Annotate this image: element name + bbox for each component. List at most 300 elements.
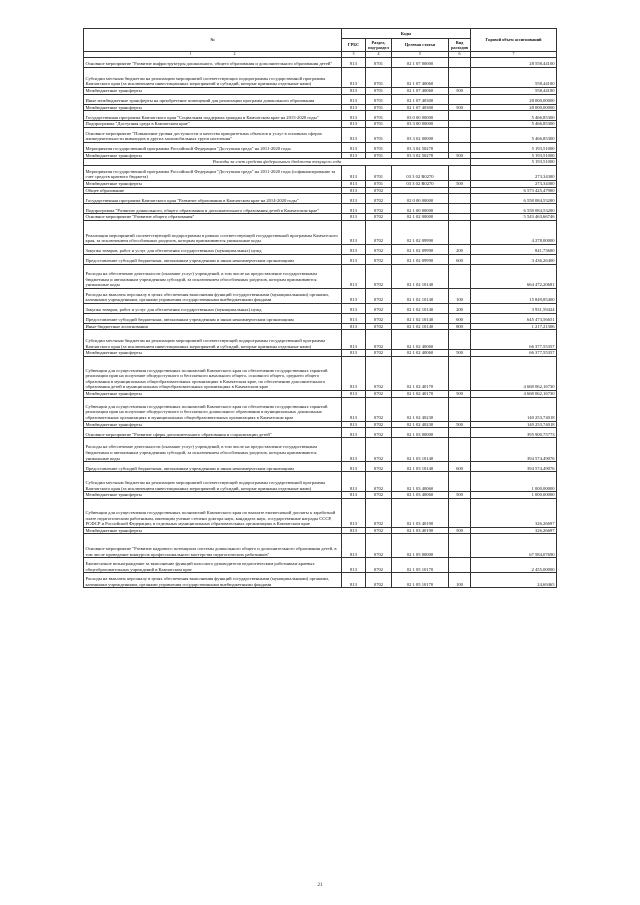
grbs-cell: 813 xyxy=(342,397,366,421)
table-row xyxy=(84,472,557,492)
section-cell: 0702 xyxy=(366,303,392,313)
numbering-cell: 5 xyxy=(392,52,449,58)
section-cell: 0702 xyxy=(366,498,392,527)
grbs-cell: 813 xyxy=(342,264,366,288)
section-cell: 0701 xyxy=(366,104,392,111)
table-row xyxy=(84,142,557,152)
expense-type-cell: 200 xyxy=(449,244,471,254)
target-code-cell: 02 1 02 00000 xyxy=(392,214,449,221)
description-cell: Основное мероприятие "Развитие инфраструктуры дошкольного, общего образования и дополнительного образования детей" xyxy=(84,58,342,68)
section-cell: 0702 xyxy=(366,421,392,428)
sum-cell: 6 558 084,53200 xyxy=(471,194,557,204)
grbs-cell: 813 xyxy=(342,356,366,390)
section-cell: 0702 xyxy=(366,534,392,558)
table-row xyxy=(84,88,557,95)
section-cell: 0701 xyxy=(366,121,392,128)
expense-type-cell: 100 xyxy=(449,573,471,588)
sum-cell: 326,26697 xyxy=(471,498,557,527)
description-cell: Субвенции для осуществления государственных полномочий Камчатского края по обеспечению государственных гарантий реализации прав на получение общедоступного и бесплатного дошкольного образования в муниципальных дошкольных образовательных организациях и муниципальных общеобразовательных организациях в Камчатском крае xyxy=(84,397,342,421)
grbs-cell: 813 xyxy=(342,534,366,558)
grbs-cell: 813 xyxy=(342,68,366,88)
expense-type-cell: 800 xyxy=(449,323,471,330)
description-cell: Государственная программа Камчатского края "Социальная поддержка граждан в Камчатском крае на 2015-2020 годы" xyxy=(84,111,342,121)
grbs-cell: 813 xyxy=(342,330,366,350)
sum-cell: 645 473,56651 xyxy=(471,313,557,323)
expense-type-cell: 500 xyxy=(449,421,471,428)
sum-cell: 5 543 463,66746 xyxy=(471,214,557,221)
expense-type-cell xyxy=(449,438,471,462)
sum-cell: 5 466,85300 xyxy=(471,127,557,142)
expense-type-cell xyxy=(449,204,471,214)
sum-cell: 273,34300 xyxy=(471,165,557,180)
grbs-cell: 813 xyxy=(342,573,366,588)
sum-cell: 28 558,44100 xyxy=(471,58,557,68)
target-code-cell: 02 1 03 40060 xyxy=(392,472,449,492)
target-code-cell: 02 1 07 40060 xyxy=(392,88,449,95)
expense-type-cell xyxy=(449,142,471,152)
section-cell: 0702 xyxy=(366,323,392,330)
numbering-label: 2 xyxy=(233,51,236,57)
budget-document xyxy=(83,28,556,588)
table-row xyxy=(84,558,557,573)
grbs-cell: 813 xyxy=(342,204,366,214)
sum-cell: 24,69465 xyxy=(471,573,557,588)
numbering-label: 1 xyxy=(189,51,192,57)
numbering-cell: 3 xyxy=(342,52,366,58)
expense-type-cell: 500 xyxy=(449,88,471,95)
table-row xyxy=(84,121,557,128)
sum-cell: 67 584,07690 xyxy=(471,534,557,558)
sum-cell: 140 253,74018 xyxy=(471,397,557,421)
target-code-cell: 02 1 02 09990 xyxy=(392,220,449,244)
grbs-cell: 813 xyxy=(342,462,366,472)
section-cell: 0702 xyxy=(366,313,392,323)
note-cell: Расходы за счет средств федерального бюджета текущего года xyxy=(84,159,471,166)
description-cell: Межбюджетные трансферты xyxy=(84,390,342,397)
grbs-cell: 813 xyxy=(342,498,366,527)
grbs-cell: 813 xyxy=(342,288,366,303)
section-cell: 0701 xyxy=(366,152,392,159)
target-code-cell: 02 1 00 00000 xyxy=(392,204,449,214)
grbs-cell: 813 xyxy=(342,527,366,534)
target-code-cell: 03 3 02 R0270 xyxy=(392,165,449,180)
description-cell: Межбюджетные трансферты xyxy=(84,180,342,187)
table-row xyxy=(84,180,557,187)
table-row xyxy=(84,303,557,313)
table-row xyxy=(84,254,557,264)
target-code-cell: 02 1 02 40060 xyxy=(392,350,449,357)
description-cell: Расходы на выплаты персоналу в целях обеспечения выполнения функций государственными (муниципальными) органами, казенными учреждениями, органами управления государственными внебюджетными фондами xyxy=(84,573,342,588)
description-cell: Государственная программа Камчатского края "Развитие образования в Камчатском крае на 2014-2020 годы" xyxy=(84,194,342,204)
target-code-cell: 02 1 02 40170 xyxy=(392,356,449,390)
header-num: № xyxy=(84,29,342,52)
target-code-cell: 02 1 05 10170 xyxy=(392,558,449,573)
expense-type-cell xyxy=(449,264,471,288)
sum-cell: 5 193,51000 xyxy=(471,142,557,152)
target-code-cell: 02 1 05 10170 xyxy=(392,573,449,588)
grbs-cell: 813 xyxy=(342,350,366,357)
description-cell: Ежемесячное вознаграждение за выполнение функций классного руководителя педагогическим работникам краевых общеобразовательных учреждений в Камчатском крае xyxy=(84,558,342,573)
section-cell: 0701 xyxy=(366,127,392,142)
sum-cell: 1 000,00000 xyxy=(471,472,557,492)
table-row xyxy=(84,264,557,288)
description-cell: Мероприятия государственной программы Российской Федерации "Доступная среда" на 2011-2020 годы (софинансирование за счет средств краевого бюджета) xyxy=(84,165,342,180)
description-cell: Субвенции для осуществления государственных полномочий Камчатского края по обеспечению государственных гарантий реализации прав на получение общедоступного и бесплатного начального общего, основного общего, среднего общего образования в муниципальных общеобразовательных организациях в Камчатском крае, по обеспечению дополнительного образования детей в муниципальных общеобразовательных организациях в Камчатском крае xyxy=(84,356,342,390)
description-cell: Субсидии местным бюджетам на реализацию мероприятий соответствующей подпрограммы государственной программы Камчатского края (за исключением инвестиционных мероприятий и субсидий, которые признаны отдельные нами) xyxy=(84,472,342,492)
target-code-cell: 03 3 02 00000 xyxy=(392,127,449,142)
expense-type-cell: 500 xyxy=(449,527,471,534)
description-cell: Иные межбюджетные трансферты на приобретение помещений для реализации программ дошкольного образования xyxy=(84,94,342,104)
section-cell: 0702 xyxy=(366,350,392,357)
target-code-cell: 02 1 07 40300 xyxy=(392,94,449,104)
section-cell: 0702 xyxy=(366,187,392,194)
description-cell: Межбюджетные трансферты xyxy=(84,421,342,428)
section-cell: 0702 xyxy=(366,527,392,534)
table-row xyxy=(84,104,557,111)
table-row xyxy=(84,68,557,88)
sum-cell: 140 253,74018 xyxy=(471,421,557,428)
page-number: 21 xyxy=(317,883,323,888)
expense-type-cell: 600 xyxy=(449,313,471,323)
target-code-cell: 03 3 02 50270 xyxy=(392,142,449,152)
description-cell: Межбюджетные трансферты xyxy=(84,88,342,95)
description-cell: Расходы на выплаты персоналу в целях обеспечения выполнения функций государственными (муниципальными) органами, казенными учреждениями, органами управления государственными внебюджетными фондами xyxy=(84,288,342,303)
section-cell: 0702 xyxy=(366,254,392,264)
section-cell: 0702 xyxy=(366,194,392,204)
target-code-cell: 02 1 03 40060 xyxy=(392,492,449,499)
target-code-cell: 02 1 02 09990 xyxy=(392,244,449,254)
expense-type-cell xyxy=(449,165,471,180)
target-code-cell: 03 3 00 00000 xyxy=(392,121,449,128)
grbs-cell: 813 xyxy=(342,438,366,462)
expense-type-cell xyxy=(449,127,471,142)
section-cell: 0702 xyxy=(366,204,392,214)
target-code-cell xyxy=(392,187,449,194)
table-row xyxy=(84,127,557,142)
grbs-cell: 813 xyxy=(342,428,366,438)
target-code-cell: 02 1 03 40190 xyxy=(392,527,449,534)
grbs-cell: 813 xyxy=(342,121,366,128)
description-cell: Субвенции для осуществления государственных полномочий Камчатского края по выплате ежемесячной доплаты к заработной плате педагогическим работникам, имеющим ученые степени доктора наук, кандидата наук, государственные награды СССР, РСФСР и Российской Федерации, в отдельных муниципальных образовательных организациях в Камчатском крае xyxy=(84,498,342,527)
description-cell: Предоставление субсидий бюджетным, автономным учреждениям и иным некоммерческим организациям xyxy=(84,462,342,472)
table-row xyxy=(84,356,557,390)
grbs-cell: 813 xyxy=(342,390,366,397)
section-cell: 0702 xyxy=(366,214,392,221)
description-cell: Реализация мероприятий соответствующей подпрограммы в рамках соответствующей государственной программы Камчатского края, за исключением обособленных разделов, которым присваиваются уникальные коды xyxy=(84,220,342,244)
table-row xyxy=(84,288,557,303)
grbs-cell: 813 xyxy=(342,58,366,68)
table-row xyxy=(84,462,557,472)
expense-type-cell: 200 xyxy=(449,303,471,313)
description-cell: Подпрограмма "Развитие дошкольного, общего образования и дополнительного образования детей в Камчатском крае" xyxy=(84,204,342,214)
grbs-cell: 813 xyxy=(342,180,366,187)
target-code-cell: 02 1 07 40060 xyxy=(392,68,449,88)
grbs-cell: 813 xyxy=(342,472,366,492)
sum-cell: 4 668 062,16730 xyxy=(471,390,557,397)
description-cell: Межбюджетные трансферты xyxy=(84,104,342,111)
target-code-cell: 02 1 07 00000 xyxy=(392,58,449,68)
sum-cell: 4 278,00000 xyxy=(471,220,557,244)
sum-cell: 4 668 062,16730 xyxy=(471,356,557,390)
table-row xyxy=(84,421,557,428)
grbs-cell: 813 xyxy=(342,558,366,573)
expense-type-cell xyxy=(449,356,471,390)
table-row xyxy=(84,204,557,214)
expense-type-cell xyxy=(449,472,471,492)
expense-type-cell xyxy=(449,397,471,421)
target-code-cell: 02 1 02 40230 xyxy=(392,397,449,421)
section-cell: 0702 xyxy=(366,492,392,499)
section-cell: 0702 xyxy=(366,558,392,573)
grbs-cell: 813 xyxy=(342,303,366,313)
description-cell: Межбюджетные трансферты xyxy=(84,152,342,159)
description-cell: Мероприятия государственной программы Российской Федерации "Доступная среда" на 2011-2020 годы xyxy=(84,142,342,152)
table-row xyxy=(84,152,557,159)
table-row xyxy=(84,390,557,397)
table-note-row xyxy=(84,159,557,166)
sum-cell: 28 000,00000 xyxy=(471,104,557,111)
expense-type-cell: 500 xyxy=(449,152,471,159)
table-row xyxy=(84,94,557,104)
section-cell: 0702 xyxy=(366,428,392,438)
description-cell: Межбюджетные трансферты xyxy=(84,527,342,534)
header-grbs: ГРБС xyxy=(342,39,366,52)
target-code-cell: 02 1 02 40170 xyxy=(392,390,449,397)
description-cell: Основное мероприятие "Развитие сферы дополнительного образования и социализации детей" xyxy=(84,428,342,438)
sum-cell: 66 377,55357 xyxy=(471,330,557,350)
grbs-cell: 813 xyxy=(342,220,366,244)
sum-cell: 28 000,00000 xyxy=(471,94,557,104)
sum-cell: 5 193,51000 xyxy=(471,152,557,159)
table-body xyxy=(84,52,557,588)
table-row xyxy=(84,58,557,68)
sum-cell: 558,44100 xyxy=(471,68,557,88)
target-code-cell: 02 1 02 10140 xyxy=(392,288,449,303)
table-row xyxy=(84,573,557,588)
description-cell: Подпрограмма "Доступная среда в Камчатском крае" xyxy=(84,121,342,128)
grbs-cell: 813 xyxy=(342,244,366,254)
section-cell: 0701 xyxy=(366,58,392,68)
target-code-cell: 02 1 03 10140 xyxy=(392,438,449,462)
expense-type-cell: 500 xyxy=(449,180,471,187)
budget-table xyxy=(83,28,557,588)
header-section: Раздел, под-раздел xyxy=(366,39,392,52)
expense-type-cell: 600 xyxy=(449,462,471,472)
section-cell: 0702 xyxy=(366,244,392,254)
target-code-cell: 03 0 00 00000 xyxy=(392,111,449,121)
grbs-cell: 813 xyxy=(342,165,366,180)
table-row xyxy=(84,397,557,421)
grbs-cell: 813 xyxy=(342,421,366,428)
description-cell: Основное мероприятие "Повышение уровня доступности и качества приоритетных объектов и услуг в основных сферах жизнедеятельности инвалидов и других маломобильных групп населения" xyxy=(84,127,342,142)
expense-type-cell xyxy=(449,558,471,573)
expense-type-cell: 500 xyxy=(449,390,471,397)
target-code-cell: 02 1 03 10140 xyxy=(392,462,449,472)
grbs-cell: 813 xyxy=(342,492,366,499)
description-cell: Субсидии местным бюджетам на реализацию мероприятий соответствующей подпрограммы государственной программы Камчатского края (за исключением инвестиционных мероприятий и субсидий, которые признаны отдельные нами) xyxy=(84,330,342,350)
section-cell: 0701 xyxy=(366,142,392,152)
sum-cell: 2 455,00000 xyxy=(471,558,557,573)
table-row xyxy=(84,350,557,357)
target-code-cell: 03 3 02 50270 xyxy=(392,152,449,159)
sum-cell: 3 436,26400 xyxy=(471,254,557,264)
sum-cell: 664 472,20681 xyxy=(471,264,557,288)
target-code-cell: 02 1 02 10140 xyxy=(392,323,449,330)
table-row xyxy=(84,492,557,499)
sum-cell: 1 217,21306 xyxy=(471,323,557,330)
expense-type-cell: 500 xyxy=(449,492,471,499)
section-cell: 0701 xyxy=(366,165,392,180)
sum-cell: 5 193,51000 xyxy=(471,159,557,166)
target-code-cell: 02 1 07 40300 xyxy=(392,104,449,111)
section-cell: 0702 xyxy=(366,330,392,350)
description-cell: Иные бюджетные ассигнования xyxy=(84,323,342,330)
description-cell: Основное мероприятие "Развитие кадрового потенциала системы дошкольного общего и дополнительного образования детей, в том числе проведение конкурсов профессионального мастерства педагогических работников" xyxy=(84,534,342,558)
target-code-cell: 02 1 02 40060 xyxy=(392,330,449,350)
numbering-cell: 4 xyxy=(366,52,392,58)
target-code-cell: 02 1 05 00000 xyxy=(392,534,449,558)
sum-cell: 3 931,59424 xyxy=(471,303,557,313)
table-row xyxy=(84,498,557,527)
description-cell: Общее образование xyxy=(84,187,342,194)
sum-cell: 841,73600 xyxy=(471,244,557,254)
table-row xyxy=(84,244,557,254)
section-cell: 0701 xyxy=(366,94,392,104)
expense-type-cell xyxy=(449,214,471,221)
sum-cell: 15 849,85400 xyxy=(471,288,557,303)
target-code-cell: 03 3 02 R0270 xyxy=(392,180,449,187)
grbs-cell: 813 xyxy=(342,127,366,142)
section-cell: 0702 xyxy=(366,264,392,288)
expense-type-cell xyxy=(449,187,471,194)
grbs-cell: 813 xyxy=(342,152,366,159)
grbs-cell: 813 xyxy=(342,214,366,221)
expense-type-cell xyxy=(449,194,471,204)
sum-cell: 394 574,49076 xyxy=(471,438,557,462)
target-code-cell: 02 1 02 10140 xyxy=(392,303,449,313)
table-row xyxy=(84,428,557,438)
expense-type-cell xyxy=(449,111,471,121)
description-cell: Предоставление субсидий бюджетным, автономным учреждениям и иным некоммерческим организациям xyxy=(84,254,342,264)
header-codes: Коды xyxy=(342,29,471,39)
description-cell: Субсидии местным бюджетам на реализацию мероприятий соответствующих подпрограммы государственной программы Камчатского края (за исключением инвестиционных мероприятий и субсидий, которые признаны отдельные нами) xyxy=(84,68,342,88)
section-cell: 0701 xyxy=(366,111,392,121)
sum-cell: 5 466,85300 xyxy=(471,121,557,128)
target-code-cell: 02 1 02 40230 xyxy=(392,421,449,428)
grbs-cell: 813 xyxy=(342,111,366,121)
sum-cell: 558,44100 xyxy=(471,88,557,95)
section-cell: 0702 xyxy=(366,472,392,492)
expense-type-cell xyxy=(449,220,471,244)
description-cell: Предоставление субсидий бюджетным, автономным учреждениям и иным некоммерческим организациям xyxy=(84,313,342,323)
header-target: Целевая статья xyxy=(392,39,449,52)
section-cell: 0701 xyxy=(366,68,392,88)
section-cell: 0702 xyxy=(366,220,392,244)
description-cell: Расходы на обеспечение деятельности (оказание услуг) учреждений, в том числе на предоставление государственным бюджетным и автономным учреждениям субсидий, за исключением обособленных разделов, которым присваиваются уникальные коды xyxy=(84,264,342,288)
grbs-cell: 813 xyxy=(342,254,366,264)
section-cell: 0702 xyxy=(366,462,392,472)
section-cell: 0702 xyxy=(366,356,392,390)
sum-cell: 6 573 425,47900 xyxy=(471,187,557,194)
table-row xyxy=(84,111,557,121)
expense-type-cell: 500 xyxy=(449,104,471,111)
section-cell: 0701 xyxy=(366,88,392,95)
section-cell: 0702 xyxy=(366,573,392,588)
section-cell: 0701 xyxy=(366,180,392,187)
table-row xyxy=(84,527,557,534)
description-cell: Межбюджетные трансферты xyxy=(84,492,342,499)
expense-type-cell xyxy=(449,58,471,68)
header-total: Годовой объем ассигнований xyxy=(471,29,557,52)
description-cell: Основное мероприятие "Развитие общего образования" xyxy=(84,214,342,221)
description-cell: Закупка товаров, работ и услуг для обеспечения государственных (муниципальных) нужд xyxy=(84,303,342,313)
sum-cell: 394 574,49076 xyxy=(471,462,557,472)
sum-cell: 1 000,00000 xyxy=(471,492,557,499)
table-row xyxy=(84,194,557,204)
target-code-cell: 02 0 00 00000 xyxy=(392,194,449,204)
section-cell: 0702 xyxy=(366,397,392,421)
table-row xyxy=(84,165,557,180)
sum-cell: 66 377,55357 xyxy=(471,350,557,357)
section-cell: 0702 xyxy=(366,390,392,397)
description-cell: Расходы на обеспечение деятельности (оказание услуг) учреждений, в том числе на предоставление государственным бюджетным и автономным учреждениям субсидий, за исключением обособленных разделов, которым присваиваются уникальные коды xyxy=(84,438,342,462)
table-row xyxy=(84,438,557,462)
numbering-cell: 6 xyxy=(449,52,471,58)
grbs-cell: 813 xyxy=(342,94,366,104)
sum-cell: 326,26697 xyxy=(471,527,557,534)
numbering-cell: 7 xyxy=(471,52,557,58)
description-cell: Межбюджетные трансферты xyxy=(84,350,342,357)
grbs-cell: 813 xyxy=(342,142,366,152)
grbs-cell: 813 xyxy=(342,323,366,330)
grbs-cell: 813 xyxy=(342,88,366,95)
table-header xyxy=(84,29,557,52)
expense-type-cell xyxy=(449,68,471,88)
grbs-cell: 813 xyxy=(342,194,366,204)
target-code-cell: 02 1 03 00000 xyxy=(392,428,449,438)
table-row xyxy=(84,220,557,244)
description-cell: Закупка товаров, работ и услуг для обеспечения государственных (муниципальных) нужд xyxy=(84,244,342,254)
expense-type-cell xyxy=(449,330,471,350)
sum-cell: 5 466,85300 xyxy=(471,111,557,121)
target-code-cell: 02 1 02 10140 xyxy=(392,313,449,323)
grbs-cell: 813 xyxy=(342,187,366,194)
target-code-cell: 02 1 02 09990 xyxy=(392,254,449,264)
header-exptype: Вид расходов xyxy=(449,39,471,52)
expense-type-cell: 100 xyxy=(449,288,471,303)
expense-type-cell xyxy=(449,94,471,104)
table-row xyxy=(84,313,557,323)
sum-cell: 395 900,75773 xyxy=(471,428,557,438)
expense-type-cell: 500 xyxy=(449,350,471,357)
table-row xyxy=(84,330,557,350)
sum-cell: 273,34300 xyxy=(471,180,557,187)
table-row xyxy=(84,323,557,330)
target-code-cell: 02 1 03 40190 xyxy=(392,498,449,527)
table-row xyxy=(84,214,557,221)
table-row xyxy=(84,187,557,194)
grbs-cell: 813 xyxy=(342,104,366,111)
sum-cell: 6 558 084,53200 xyxy=(471,204,557,214)
expense-type-cell: 600 xyxy=(449,254,471,264)
section-cell: 0702 xyxy=(366,288,392,303)
target-code-cell: 02 1 02 10140 xyxy=(392,264,449,288)
expense-type-cell xyxy=(449,428,471,438)
grbs-cell: 813 xyxy=(342,313,366,323)
expense-type-cell xyxy=(449,534,471,558)
expense-type-cell xyxy=(449,121,471,128)
table-row xyxy=(84,534,557,558)
